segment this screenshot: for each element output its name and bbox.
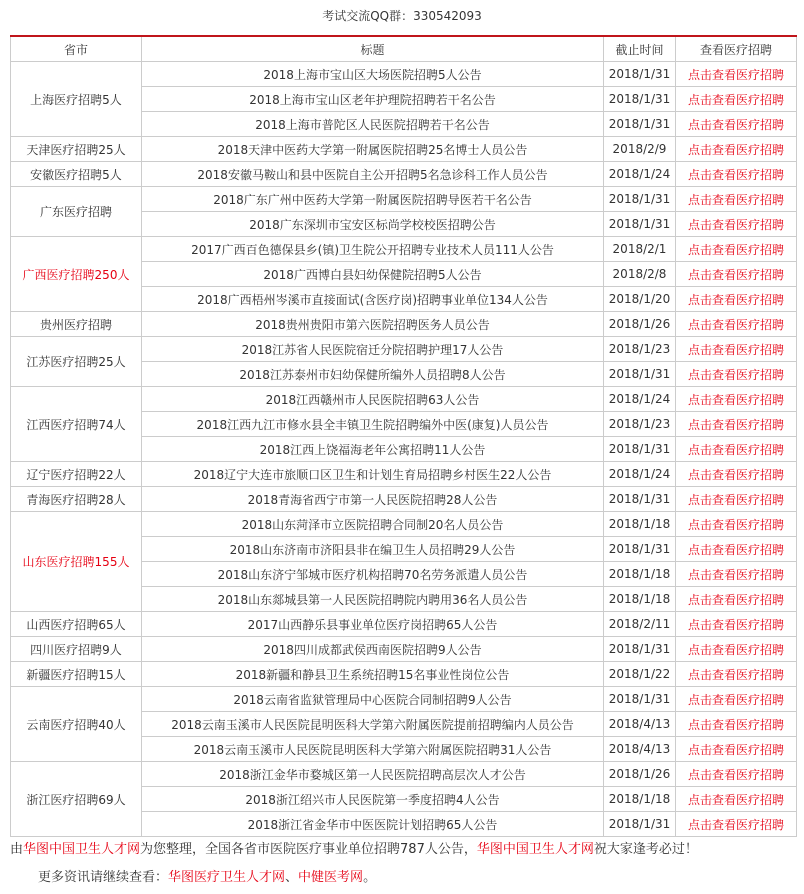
- province-cell: 贵州医疗招聘: [11, 312, 142, 337]
- announcement-title[interactable]: 2018辽宁大连市旅顺口区卫生和计划生育局招聘乡村医生22人公告: [142, 462, 604, 487]
- announcement-title[interactable]: 2018江西九江市修水县全丰镇卫生院招聘编外中医(康复)人员公告: [142, 412, 604, 437]
- view-recruitment-link[interactable]: 点击查看医疗招聘: [676, 237, 797, 262]
- deadline-cell: 2018/4/13: [604, 737, 676, 762]
- view-recruitment-link[interactable]: 点击查看医疗招聘: [676, 762, 797, 787]
- view-recruitment-link[interactable]: 点击查看医疗招聘: [676, 362, 797, 387]
- announcement-title[interactable]: 2018云南玉溪市人民医院昆明医科大学第六附属医院招聘31人公告: [142, 737, 604, 762]
- column-header-deadline: 截止时间: [604, 36, 676, 62]
- province-cell: 新疆医疗招聘15人: [11, 662, 142, 687]
- footer-prefix: 由: [10, 842, 24, 857]
- deadline-cell: 2018/1/31: [604, 812, 676, 837]
- deadline-cell: 2018/1/20: [604, 287, 676, 312]
- table-body: [11, 62, 797, 837]
- view-recruitment-link[interactable]: 点击查看医疗招聘: [676, 737, 797, 762]
- view-recruitment-link[interactable]: 点击查看医疗招聘: [676, 687, 797, 712]
- column-header-view: 查看医疗招聘: [676, 36, 797, 62]
- announcement-title[interactable]: 2018山东济宁邹城市医疗机构招聘70名劳务派遣人员公告: [142, 562, 604, 587]
- announcement-title[interactable]: 2018广西梧州岑溪市直接面试(含医疗岗)招聘事业单位134人公告: [142, 287, 604, 312]
- view-recruitment-link[interactable]: 点击查看医疗招聘: [676, 662, 797, 687]
- view-recruitment-link[interactable]: 点击查看医疗招聘: [676, 412, 797, 437]
- zhongjian-exam-link[interactable]: 中健医考网: [298, 870, 364, 885]
- view-recruitment-link[interactable]: 点击查看医疗招聘: [676, 287, 797, 312]
- deadline-cell: 2018/4/13: [604, 712, 676, 737]
- announcement-title[interactable]: 2018山东菏泽市立医院招聘合同制20名人员公告: [142, 512, 604, 537]
- table-row: [11, 762, 797, 787]
- deadline-cell: 2018/1/24: [604, 162, 676, 187]
- view-recruitment-link[interactable]: 点击查看医疗招聘: [676, 487, 797, 512]
- deadline-cell: 2018/1/18: [604, 562, 676, 587]
- view-recruitment-link[interactable]: 点击查看医疗招聘: [676, 387, 797, 412]
- huatu-health-link-2[interactable]: 华图中国卫生人才网: [476, 842, 594, 857]
- announcement-title[interactable]: 2018天津中医药大学第一附属医院招聘25名博士人员公告: [142, 137, 604, 162]
- view-recruitment-link[interactable]: 点击查看医疗招聘: [676, 562, 797, 587]
- deadline-cell: 2018/1/31: [604, 362, 676, 387]
- deadline-cell: 2018/1/31: [604, 537, 676, 562]
- table-row: [11, 237, 797, 262]
- table-row: [11, 512, 797, 537]
- deadline-cell: 2018/2/9: [604, 137, 676, 162]
- deadline-cell: 2018/1/23: [604, 412, 676, 437]
- announcement-title[interactable]: 2018山东郯城县第一人民医院招聘院内聘用36名人员公告: [142, 587, 604, 612]
- footer-middle-text: 为您整理，全国各省市医院医疗事业单位招聘787人公告，: [140, 842, 477, 857]
- province-cell: 江西医疗招聘74人: [11, 387, 142, 462]
- province-cell: 云南医疗招聘40人: [11, 687, 142, 762]
- table-row: [11, 612, 797, 637]
- announcement-title[interactable]: 2018浙江金华市婺城区第一人民医院招聘高层次人才公告: [142, 762, 604, 787]
- link-separator: 、: [285, 870, 299, 885]
- announcement-title[interactable]: 2018安徽马鞍山和县中医院自主公开招聘5名急诊科工作人员公告: [142, 162, 604, 187]
- province-cell: 浙江医疗招聘69人: [11, 762, 142, 837]
- view-recruitment-link[interactable]: 点击查看医疗招聘: [676, 812, 797, 837]
- recruitment-table: [10, 35, 797, 837]
- huatu-health-link[interactable]: 华图中国卫生人才网: [23, 842, 141, 857]
- more-info-note: [38, 868, 798, 888]
- footer-note: [10, 840, 800, 860]
- announcement-title[interactable]: 2018广东广州中医药大学第一附属医院招聘导医若干名公告: [142, 187, 604, 212]
- announcement-title[interactable]: 2018江苏泰州市妇幼保健所编外人员招聘8人公告: [142, 362, 604, 387]
- table-row: [11, 662, 797, 687]
- view-recruitment-link[interactable]: 点击查看医疗招聘: [676, 62, 797, 87]
- announcement-title[interactable]: 2018广西博白县妇幼保健院招聘5人公告: [142, 262, 604, 287]
- huatu-medical-link[interactable]: 华图医疗卫生人才网: [168, 870, 286, 885]
- view-recruitment-link[interactable]: 点击查看医疗招聘: [676, 137, 797, 162]
- view-recruitment-link[interactable]: 点击查看医疗招聘: [676, 162, 797, 187]
- province-cell: 上海医疗招聘5人: [11, 62, 142, 137]
- table-row: [11, 387, 797, 412]
- deadline-cell: 2018/1/22: [604, 662, 676, 687]
- deadline-cell: 2018/1/26: [604, 762, 676, 787]
- view-recruitment-link[interactable]: 点击查看医疗招聘: [676, 87, 797, 112]
- view-recruitment-link[interactable]: 点击查看医疗招聘: [676, 587, 797, 612]
- view-recruitment-link[interactable]: 点击查看医疗招聘: [676, 112, 797, 137]
- view-recruitment-link[interactable]: 点击查看医疗招聘: [676, 312, 797, 337]
- view-recruitment-link[interactable]: 点击查看医疗招聘: [676, 612, 797, 637]
- announcement-title[interactable]: 2018浙江省金华市中医医院计划招聘65人公告: [142, 812, 604, 837]
- announcement-title[interactable]: 2018江西赣州市人民医院招聘63人公告: [142, 387, 604, 412]
- table-header-row: [11, 36, 797, 62]
- deadline-cell: 2018/2/1: [604, 237, 676, 262]
- announcement-title[interactable]: 2018新疆和静县卫生系统招聘15名事业性岗位公告: [142, 662, 604, 687]
- announcement-title[interactable]: 2018贵州贵阳市第六医院招聘医务人员公告: [142, 312, 604, 337]
- deadline-cell: 2018/1/26: [604, 312, 676, 337]
- table-row: [11, 337, 797, 362]
- view-recruitment-link[interactable]: 点击查看医疗招聘: [676, 537, 797, 562]
- announcement-title[interactable]: 2017广西百色德保县乡(镇)卫生院公开招聘专业技术人员111人公告: [142, 237, 604, 262]
- province-cell: 安徽医疗招聘5人: [11, 162, 142, 187]
- table-row: [11, 187, 797, 212]
- table-row: [11, 137, 797, 162]
- announcement-title[interactable]: 2018青海省西宁市第一人民医院招聘28人公告: [142, 487, 604, 512]
- table-row: [11, 462, 797, 487]
- deadline-cell: 2018/2/8: [604, 262, 676, 287]
- announcement-title[interactable]: 2018上海市宝山区老年护理院招聘若干名公告: [142, 87, 604, 112]
- deadline-cell: 2018/1/31: [604, 487, 676, 512]
- more-info-suffix: 。: [363, 870, 377, 885]
- view-recruitment-link[interactable]: 点击查看医疗招聘: [676, 337, 797, 362]
- deadline-cell: 2018/2/11: [604, 612, 676, 637]
- province-cell: 广西医疗招聘250人: [11, 237, 142, 312]
- more-info-prefix: 更多资讯请继续查看：: [38, 870, 169, 885]
- deadline-cell: 2018/1/18: [604, 787, 676, 812]
- province-cell: 天津医疗招聘25人: [11, 137, 142, 162]
- page-title: 考试交流QQ群：330542093: [322, 9, 482, 23]
- view-recruitment-link[interactable]: 点击查看医疗招聘: [676, 637, 797, 662]
- announcement-title[interactable]: 2018云南玉溪市人民医院昆明医科大学第六附属医院提前招聘编内人员公告: [142, 712, 604, 737]
- announcement-title[interactable]: 2018江苏省人民医院宿迁分院招聘护理17人公告: [142, 337, 604, 362]
- column-header-title: 标题: [142, 36, 604, 62]
- view-recruitment-link[interactable]: 点击查看医疗招聘: [676, 187, 797, 212]
- view-recruitment-link[interactable]: 点击查看医疗招聘: [676, 787, 797, 812]
- deadline-cell: 2018/1/24: [604, 387, 676, 412]
- deadline-cell: 2018/1/31: [604, 637, 676, 662]
- table-row: [11, 487, 797, 512]
- table-row: [11, 637, 797, 662]
- deadline-cell: 2018/1/31: [604, 187, 676, 212]
- table-row: [11, 687, 797, 712]
- province-cell: 四川医疗招聘9人: [11, 637, 142, 662]
- view-recruitment-link[interactable]: 点击查看医疗招聘: [676, 712, 797, 737]
- province-cell: 山东医疗招聘155人: [11, 512, 142, 612]
- announcement-title[interactable]: 2018江西上饶福海老年公寓招聘11人公告: [142, 437, 604, 462]
- announcement-title[interactable]: 2018四川成都武侯西南医院招聘9人公告: [142, 637, 604, 662]
- view-recruitment-link[interactable]: 点击查看医疗招聘: [676, 462, 797, 487]
- announcement-title[interactable]: 2018上海市普陀区人民医院招聘若干名公告: [142, 112, 604, 137]
- deadline-cell: 2018/1/31: [604, 87, 676, 112]
- table-row: [11, 162, 797, 187]
- view-recruitment-link[interactable]: 点击查看医疗招聘: [676, 212, 797, 237]
- deadline-cell: 2018/1/31: [604, 212, 676, 237]
- province-cell: 辽宁医疗招聘22人: [11, 462, 142, 487]
- province-cell: 广东医疗招聘: [11, 187, 142, 237]
- view-recruitment-link[interactable]: 点击查看医疗招聘: [676, 262, 797, 287]
- deadline-cell: 2018/1/31: [604, 687, 676, 712]
- province-cell: 江苏医疗招聘25人: [11, 337, 142, 387]
- view-recruitment-link[interactable]: 点击查看医疗招聘: [676, 512, 797, 537]
- announcement-title[interactable]: 2017山西静乐县事业单位医疗岗招聘65人公告: [142, 612, 604, 637]
- announcement-title[interactable]: 2018上海市宝山区大场医院招聘5人公告: [142, 62, 604, 87]
- column-header-province: 省市: [11, 36, 142, 62]
- deadline-cell: 2018/1/18: [604, 512, 676, 537]
- province-cell: 青海医疗招聘28人: [11, 487, 142, 512]
- deadline-cell: 2018/1/31: [604, 62, 676, 87]
- table-row: [11, 312, 797, 337]
- table-row: [11, 62, 797, 87]
- province-cell: 山西医疗招聘65人: [11, 612, 142, 637]
- footer-suffix: 祝大家逢考必过！: [593, 842, 698, 857]
- deadline-cell: 2018/1/23: [604, 337, 676, 362]
- deadline-cell: 2018/1/31: [604, 437, 676, 462]
- announcement-title[interactable]: 2018山东济南市济阳县非在编卫生人员招聘29人公告: [142, 537, 604, 562]
- announcement-title[interactable]: 2018云南省监狱管理局中心医院合同制招聘9人公告: [142, 687, 604, 712]
- deadline-cell: 2018/1/18: [604, 587, 676, 612]
- announcement-title[interactable]: 2018广东深圳市宝安区标尚学校校医招聘公告: [142, 212, 604, 237]
- deadline-cell: 2018/1/31: [604, 112, 676, 137]
- deadline-cell: 2018/1/24: [604, 462, 676, 487]
- announcement-title[interactable]: 2018浙江绍兴市人民医院第一季度招聘4人公告: [142, 787, 604, 812]
- view-recruitment-link[interactable]: 点击查看医疗招聘: [676, 437, 797, 462]
